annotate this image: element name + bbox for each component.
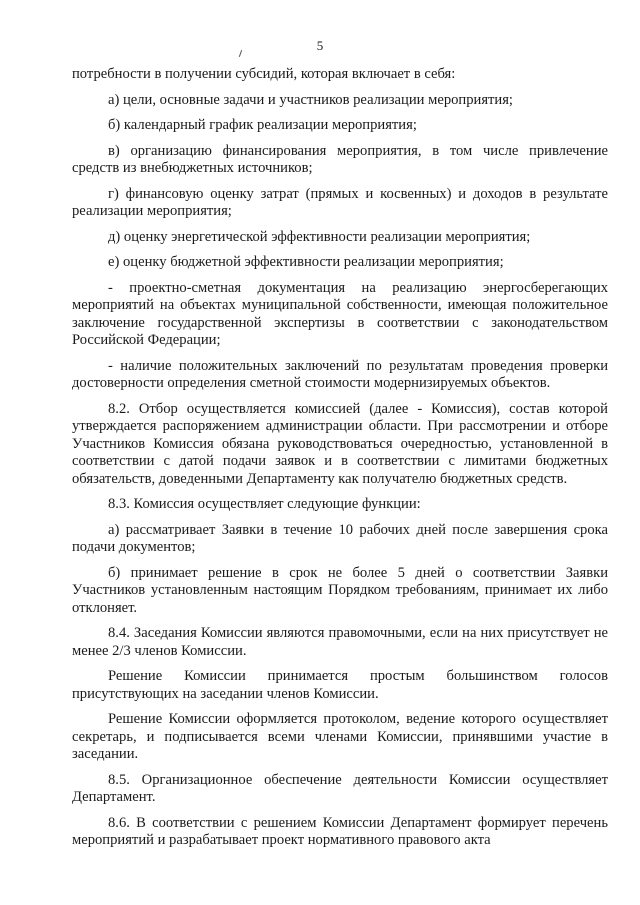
paragraph: г) финансовую оценку затрат (прямых и косвенных) и доходов в результате реализации мероприятия; (72, 185, 608, 219)
paragraph: 8.2. Отбор осуществляется комиссией (далее - Комиссия), состав которой утверждается распоряжением администрации области. При рассмотрении и отборе Участников Комиссия обязана руководствоваться очередностью, установленной в соответствии с датой подачи заявок и в соответствии с лимитами бюджетных обязательств, доведенными Департаменту как получателю бюджетных средств. (72, 400, 608, 487)
paragraph: б) принимает решение в срок не более 5 дней о соответствии Заявки Участников установленным настоящим Порядком требованиям, принимает их либо отклоняет. (72, 564, 608, 616)
paragraph: 8.4. Заседания Комиссии являются правомочными, если на них присутствует не менее 2/3 членов Комиссии. (72, 625, 608, 659)
paragraph: а) рассматривает Заявки в течение 10 рабочих дней после завершения срока подачи документов; (72, 521, 608, 555)
paragraph: - наличие положительных заключений по результатам проведения проверки достоверности определения сметной стоимости модернизируемых объектов. (72, 357, 608, 391)
paragraph: потребности в получении субсидий, которая включает в себя: (72, 66, 456, 82)
paragraph: в) организацию финансирования мероприятия, в том числе привлечение средств из внебюджетных источников; (72, 142, 608, 176)
paragraph: 8.3. Комиссия осуществляет следующие функции: (108, 496, 421, 512)
paragraph: б) календарный график реализации мероприятия; (108, 117, 417, 133)
paragraph: 8.5. Организационное обеспечение деятельности Комиссии осуществляет Департамент. (72, 771, 608, 805)
paragraph: а) цели, основные задачи и участников реализации мероприятия; (108, 91, 513, 108)
paragraph: - проектно-сметная документация на реализацию энергосберегающих мероприятий на объектах муниципальной собственности, имеющая положительное заключение государственной экспертизы в соответствии с законодательством Российской Федерации; (72, 279, 608, 348)
page-number: 5 (316, 38, 324, 53)
paragraph: Решение Комиссии оформляется протоколом, ведение которого осуществляет секретарь, и подписывается всеми членами Комиссии, принявшими участие в заседании. (72, 711, 608, 762)
paragraph: д) оценку энергетической эффективности реализации мероприятия; (108, 228, 531, 245)
paragraph: 8.6. В соответствии с решением Комиссии Департамент формирует перечень мероприятий и разрабатывает проект нормативного правового акта (72, 814, 608, 848)
paragraph: Решение Комиссии принимается простым большинством голосов присутствующих на заседании членов Комиссии. (72, 668, 608, 702)
paragraph: е) оценку бюджетной эффективности реализации мероприятия; (108, 254, 504, 270)
document-body (72, 66, 608, 858)
